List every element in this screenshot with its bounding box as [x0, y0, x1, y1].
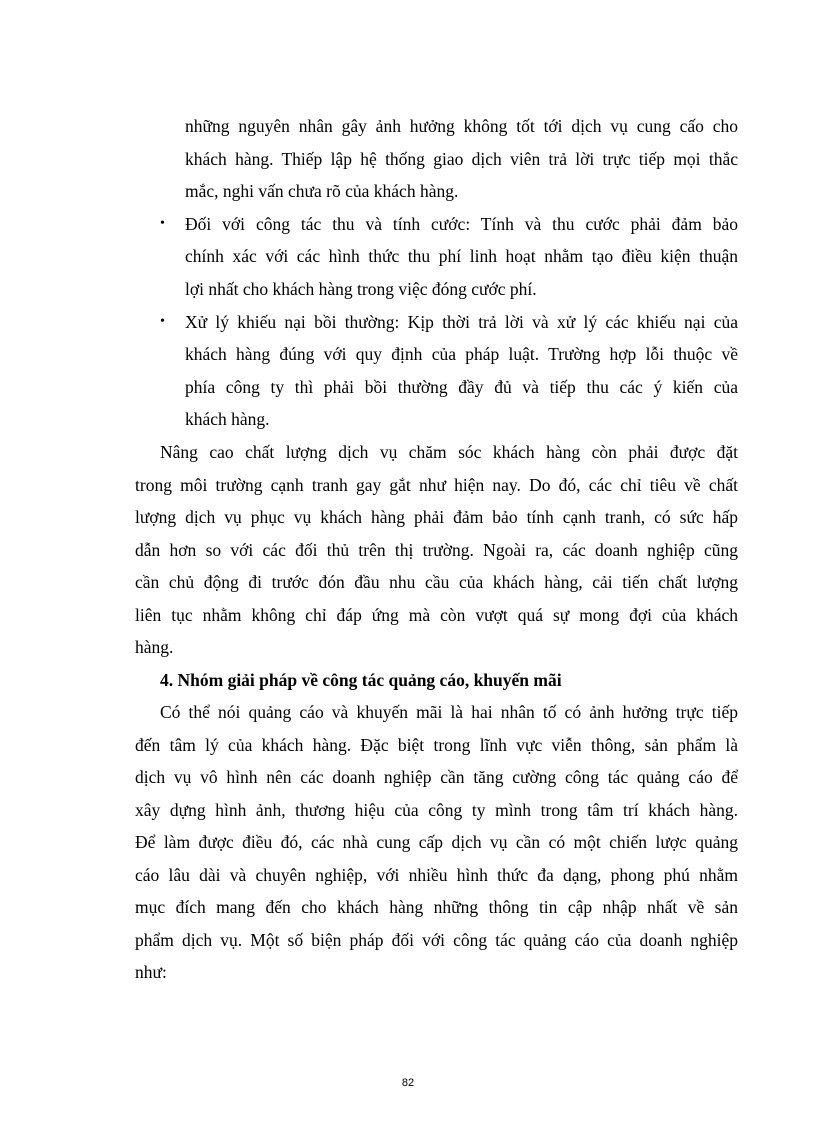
bullet-icon: • [160, 216, 165, 231]
text-line: khách hàng. [185, 409, 270, 429]
text-line: dịch vụ vô hình nên các doanh nghiệp cần tăng cường công tác quảng cáo để [135, 767, 738, 787]
page-number: 82 [401, 1077, 415, 1089]
text-line: lượng dịch vụ phục vụ khách hàng phải đảm bảo tính cạnh tranh, có sức hấp [135, 507, 738, 527]
text-line: cáo lâu dài và chuyên nghiệp, với nhiều hình thức đa dạng, phong phú nhằm [135, 865, 738, 885]
text-line: như: [135, 962, 167, 982]
text-line: mục đích mang đến cho khách hàng những thông tin cập nhập nhất về sản [135, 897, 738, 917]
text-line: lợi nhất cho khách hàng trong việc đóng cước phí. [185, 279, 537, 299]
section-heading: 4. Nhóm giải pháp về công tác quảng cáo, khuyến mãi [160, 670, 562, 690]
text-line: liên tục nhằm không chỉ đáp ứng mà còn vượt quá sự mong đợi của khách [135, 605, 738, 625]
text-line: xây dựng hình ảnh, thương hiệu của công ty mình trong tâm trí khách hàng. [135, 800, 738, 820]
text-line: hàng. [135, 637, 174, 657]
text-line: Có thể nói quảng cáo và khuyến mãi là hai nhân tố có ảnh hưởng trực tiếp [160, 702, 738, 722]
text-line: Để làm được điều đó, các nhà cung cấp dịch vụ cần có một chiến lược quảng [135, 832, 738, 852]
text-line: Xử lý khiếu nại bồi thường: Kịp thời trả lời và xử lý các khiếu nại của [185, 312, 738, 332]
text-line: đến tâm lý của khách hàng. Đặc biệt trong lĩnh vực viễn thông, sản phẩm là [135, 735, 738, 755]
text-line: mắc, nghi vấn chưa rõ của khách hàng. [185, 181, 459, 201]
text-line: phẩm dịch vụ. Một số biện pháp đối với công tác quảng cáo của doanh nghiệp [135, 930, 738, 950]
text-line: Đối với công tác thu và tính cước: Tính và thu cước phải đảm bảo [185, 214, 738, 234]
text-line: Nâng cao chất lượng dịch vụ chăm sóc khách hàng còn phải được đặt [160, 442, 738, 462]
text-line: chính xác với các hình thức thu phí linh hoạt nhằm tạo điều kiện thuận [185, 246, 738, 266]
text-line: những nguyên nhân gây ảnh hưởng không tốt tới dịch vụ cung cấo cho [185, 116, 738, 136]
text-line: phía công ty thì phải bồi thường đầy đủ và tiếp thu các ý kiến của [185, 377, 738, 397]
text-line: khách hàng đúng với quy định của pháp luật. Trường hợp lỗi thuộc về [185, 344, 738, 364]
bullet-icon: • [160, 314, 165, 329]
text-line: trong môi trường cạnh tranh gay gắt như hiện nay. Do đó, các chỉ tiêu về chất [135, 475, 738, 495]
text-line: cần chủ động đi trước đón đầu nhu cầu của khách hàng, cải tiến chất lượng [135, 572, 738, 592]
text-line: dẫn hơn so với các đối thủ trên thị trường. Ngoài ra, các doanh nghiệp cũng [135, 540, 738, 560]
text-line: khách hàng. Thiếp lập hệ thống giao dịch viên trả lời trực tiếp mọi thắc [185, 149, 738, 169]
